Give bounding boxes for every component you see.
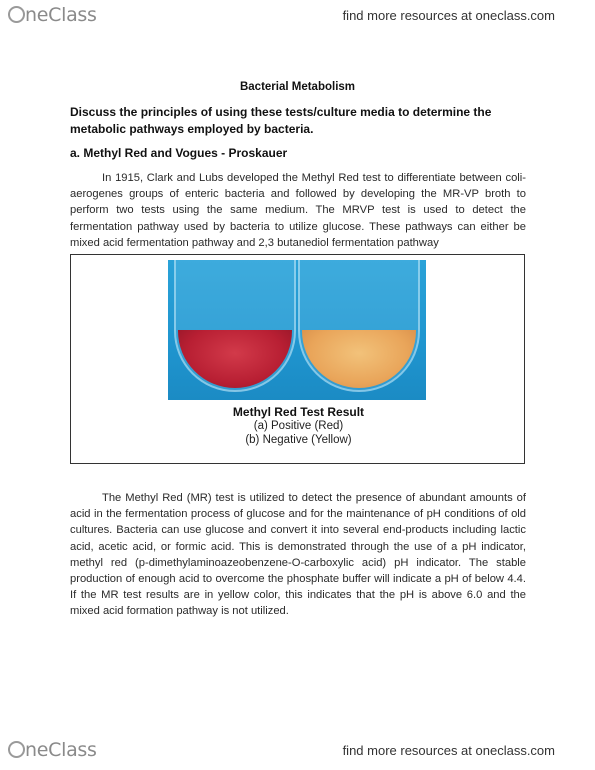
caption-negative: (b) Negative (Yellow)	[245, 434, 352, 446]
methyl-red-paragraph-text: The Methyl Red (MR) test is utilized to detect the presence of abundant amounts of acid in the fermentation process of glucose and for the maintenance of pH conditions of old cultures. Bacteria can use glucose and convert it into several end-products including lactic acid, acetic acid, or formic acid. This is demonstrated through the use of a pH indicator, methyl red (p-dimethylaminoazeobenzene-O-carboxylic acid) pH indicator. The stable production of enough acid to overcome the phosphate buffer will indicate a pH of below 4.4. If the MR test results are in yellow color, this indicates that the pH is above 6.0 and the mixed acid formation pathway is not utilized.	[70, 492, 526, 618]
logo-circle-icon	[8, 741, 25, 758]
header-resources-link[interactable]: find more resources at oneclass.com	[342, 8, 555, 23]
figure-box	[70, 254, 525, 464]
intro-paragraph	[70, 170, 526, 251]
oneclass-logo-bottom[interactable]	[8, 741, 97, 760]
red-liquid	[178, 330, 292, 388]
caption-title: Methyl Red Test Result	[232, 405, 365, 419]
intro-paragraph-text: In 1915, Clark and Lubs developed the Methyl Red test to differentiate between coli-aerogenes groups of enteric bacteria and followed by developing the MR-VP broth to perform two tests using the same medium. The MRVP test is used to detect the fermentation pathway used by bacteria to utilize glucose. These pathways can either be mixed acid fermentation pathway and 2,3 butanediol fermentation pathway	[70, 172, 526, 249]
logo-text: neClass	[25, 4, 97, 26]
methyl-red-paragraph	[70, 490, 526, 620]
test-tubes-photo	[168, 260, 426, 400]
section-heading: a. Methyl Red and Vogues - Proskauer	[70, 146, 288, 160]
oneclass-logo-top[interactable]	[8, 6, 97, 25]
caption-positive: (a) Positive (Red)	[253, 420, 344, 432]
negative-tube	[298, 260, 420, 392]
logo-text: neClass	[25, 739, 97, 761]
document-title: Bacterial Metabolism	[239, 81, 356, 93]
positive-tube	[174, 260, 296, 392]
yellow-liquid	[302, 330, 416, 388]
footer-resources-link[interactable]: find more resources at oneclass.com	[342, 743, 555, 758]
figure-caption	[71, 405, 526, 447]
discussion-question: Discuss the principles of using these tests/culture media to determine the metabolic pathways employed by bacteria.	[70, 105, 492, 136]
logo-circle-icon	[8, 6, 25, 23]
